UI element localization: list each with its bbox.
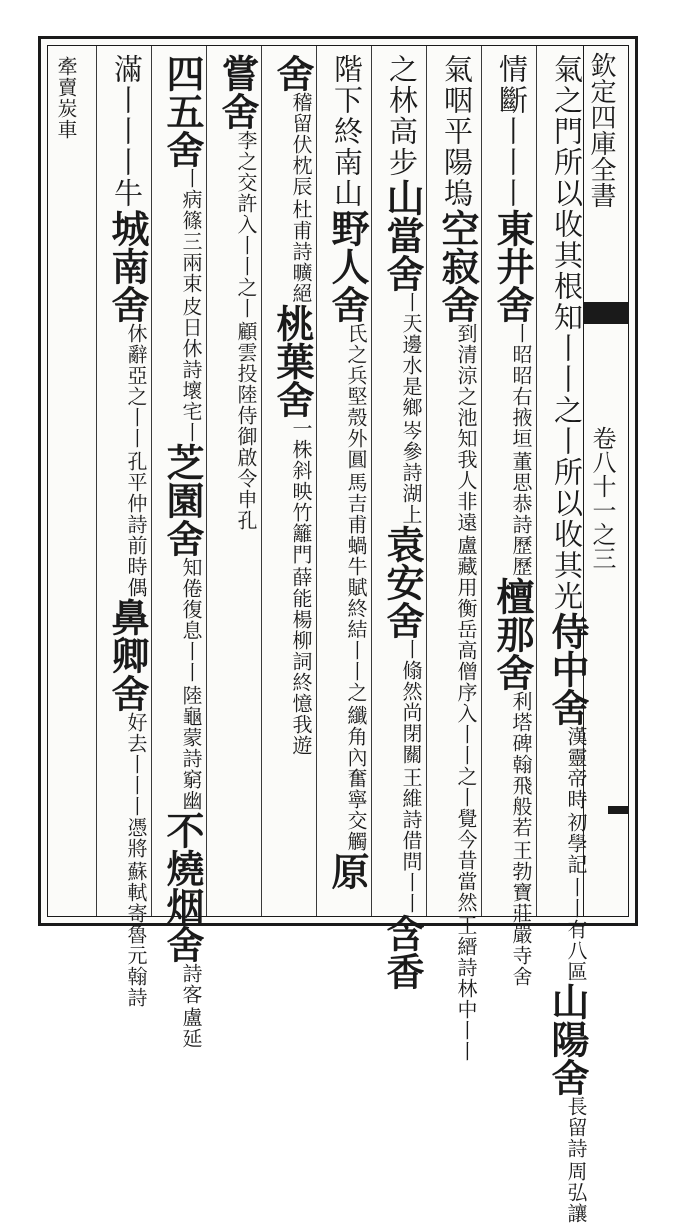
book-title: 欽定四庫全書 xyxy=(586,52,616,208)
annotation-line: 周弘讓 xyxy=(564,1161,588,1224)
column-rule xyxy=(261,46,262,916)
headword: 山當舍 xyxy=(380,178,425,292)
annotation-line: 陸龜蒙詩窮幽 xyxy=(179,685,203,811)
text-column xyxy=(105,54,150,1008)
annotation-pair xyxy=(181,557,201,811)
column-rule xyxy=(206,46,207,916)
headword: 城南舍 xyxy=(105,209,150,323)
body-text: 滿丨丨丨牛 xyxy=(110,54,144,209)
annotation-line: 盧藏用衡岳高僧序入 xyxy=(454,535,478,724)
page-margin xyxy=(583,46,628,916)
annotation-line: 杜甫詩曠絕 xyxy=(289,199,313,304)
body-text: 階下終 xyxy=(330,54,364,147)
annotation-line: 稽留伏枕辰 xyxy=(289,92,313,197)
annotation-pair xyxy=(181,963,201,1049)
body-text: 丨丨之丨所以收其光 xyxy=(550,333,584,612)
column-rule xyxy=(481,46,482,916)
text-column xyxy=(545,54,590,1224)
column-rule xyxy=(316,46,317,916)
annotation-pair xyxy=(566,1096,586,1224)
annotation-pair xyxy=(346,598,366,852)
annotation-pair xyxy=(126,323,146,598)
annotation-line: 孔平仲詩前時偶 xyxy=(124,451,148,598)
text-column xyxy=(380,54,425,990)
headword: 山陽舍 xyxy=(545,982,590,1096)
annotation-line: 王縉詩林中丨丨 xyxy=(454,915,478,1062)
annotation-line: 纖角內奮寧交觸 xyxy=(344,705,368,852)
body-text: 南山 xyxy=(330,147,364,209)
fishtail-mark-top xyxy=(584,302,628,324)
volume-label: 卷八十一之三 xyxy=(588,426,616,570)
annotation-line: 王勃寶莊嚴寺舍 xyxy=(509,840,533,987)
headword: 檀那舍 xyxy=(490,577,535,691)
text-column xyxy=(270,54,315,756)
headword: 野人舍 xyxy=(325,209,370,323)
annotation-line: 漢靈帝時 xyxy=(564,726,588,810)
body-text: 氣之門所以收其根知 xyxy=(550,54,584,333)
annotation-line: 馬吉甫蝸牛賦 xyxy=(344,472,368,598)
fishtail-mark-bottom xyxy=(608,806,628,814)
headword: 不燒烟舍 xyxy=(160,811,205,963)
body-text: 氣咽平陽塢 xyxy=(440,54,474,209)
annotation-line: 丨病篠三兩束 xyxy=(179,168,203,294)
annotation-pair xyxy=(56,54,76,140)
annotation-line: 長留詩 xyxy=(564,1096,588,1159)
annotation-pair xyxy=(401,639,421,914)
headword: 鼻卿舍 xyxy=(105,598,150,712)
column-rule xyxy=(151,46,152,916)
headword: 原 xyxy=(325,852,370,890)
annotation-pair xyxy=(566,726,586,875)
annotation-pair xyxy=(456,323,476,724)
annotation-line: 終結丨丨之 xyxy=(344,598,368,703)
annotation-pair xyxy=(456,724,476,1062)
headword: 侍中舍 xyxy=(545,612,590,726)
column-rule xyxy=(536,46,537,916)
text-column xyxy=(56,54,76,140)
text-column xyxy=(490,54,535,987)
annotation-line: 知倦復息丨丨 xyxy=(179,557,203,683)
text-block xyxy=(47,45,629,1224)
headword: 舍 xyxy=(270,54,315,92)
headword: 四五舍 xyxy=(160,54,205,168)
annotation-pair xyxy=(236,130,256,531)
annotation-line: 董思恭詩歷歷 xyxy=(509,451,533,577)
text-column xyxy=(160,54,205,1049)
headword: 桃葉舍 xyxy=(270,304,315,418)
annotation-line: 好去丨丨丨憑將 xyxy=(124,712,148,859)
annotation-line: 王維詩借問丨丨 xyxy=(399,767,423,914)
annotation-pair xyxy=(346,323,366,598)
annotation-pair xyxy=(401,292,421,525)
annotation-line: 到清涼之池知我人非遠 xyxy=(454,323,478,533)
annotation-line: 丨昭昭右掖垣 xyxy=(509,323,533,449)
body-text: 之林高步 xyxy=(385,54,419,178)
annotation-line: 皮日休詩壞宅丨 xyxy=(179,296,203,443)
annotation-pair xyxy=(181,168,201,443)
text-column xyxy=(215,54,260,531)
annotation-line: 丨翛然尚閉關 xyxy=(399,639,423,765)
headword: 嘗舍 xyxy=(215,54,260,130)
headword: 袁安舍 xyxy=(380,525,425,639)
page-frame xyxy=(38,36,638,1224)
annotation-pair xyxy=(291,92,311,304)
annotation-line: 岑參詩湖上 xyxy=(399,420,423,525)
annotation-line: 初學記 xyxy=(564,812,588,875)
body-text: 情斷丨丨丨 xyxy=(495,54,529,209)
annotation-line: 盧延 xyxy=(179,1007,203,1049)
headword: 空寂舍 xyxy=(435,209,480,323)
annotation-line: 丨天邊水是鄉 xyxy=(399,292,423,418)
text-column xyxy=(435,54,480,1062)
headword: 芝園舍 xyxy=(160,443,205,557)
annotation-pair xyxy=(511,691,531,987)
annotation-line: 蘇軾寄魯元翰詩 xyxy=(124,861,148,1008)
headword: 含香 xyxy=(380,914,425,990)
annotation-line: 利塔碑翰飛般若 xyxy=(509,691,533,838)
annotation-line: 氏之兵堅殼外圓 xyxy=(344,323,368,470)
headword: 東井舍 xyxy=(490,209,535,323)
annotation-line: 一株斜映竹籬門 xyxy=(289,418,313,565)
column-rule xyxy=(371,46,372,916)
annotation-pair xyxy=(566,875,586,982)
annotation-pair xyxy=(126,712,146,1008)
column-rule xyxy=(426,46,427,916)
column-rule xyxy=(96,46,97,916)
annotation-line: 丨丨有八區 xyxy=(564,877,588,982)
annotation-pair xyxy=(511,323,531,577)
annotation-line: 顧雲投陸侍御啟令申孔 xyxy=(234,321,258,531)
annotation-line: 休辭亞之丨丨 xyxy=(124,323,148,449)
annotation-line: 薛能楊柳詞終憶我遊 xyxy=(289,567,313,756)
annotation-line: 牽賣炭車 xyxy=(54,56,78,140)
annotation-line: 詩客 xyxy=(179,963,203,1005)
text-column xyxy=(325,54,370,890)
annotation-line: 丨丨之丨覺今昔當然 xyxy=(454,724,478,913)
annotation-pair xyxy=(291,418,311,756)
annotation-line: 李之交許入丨丨之丨 xyxy=(234,130,258,319)
